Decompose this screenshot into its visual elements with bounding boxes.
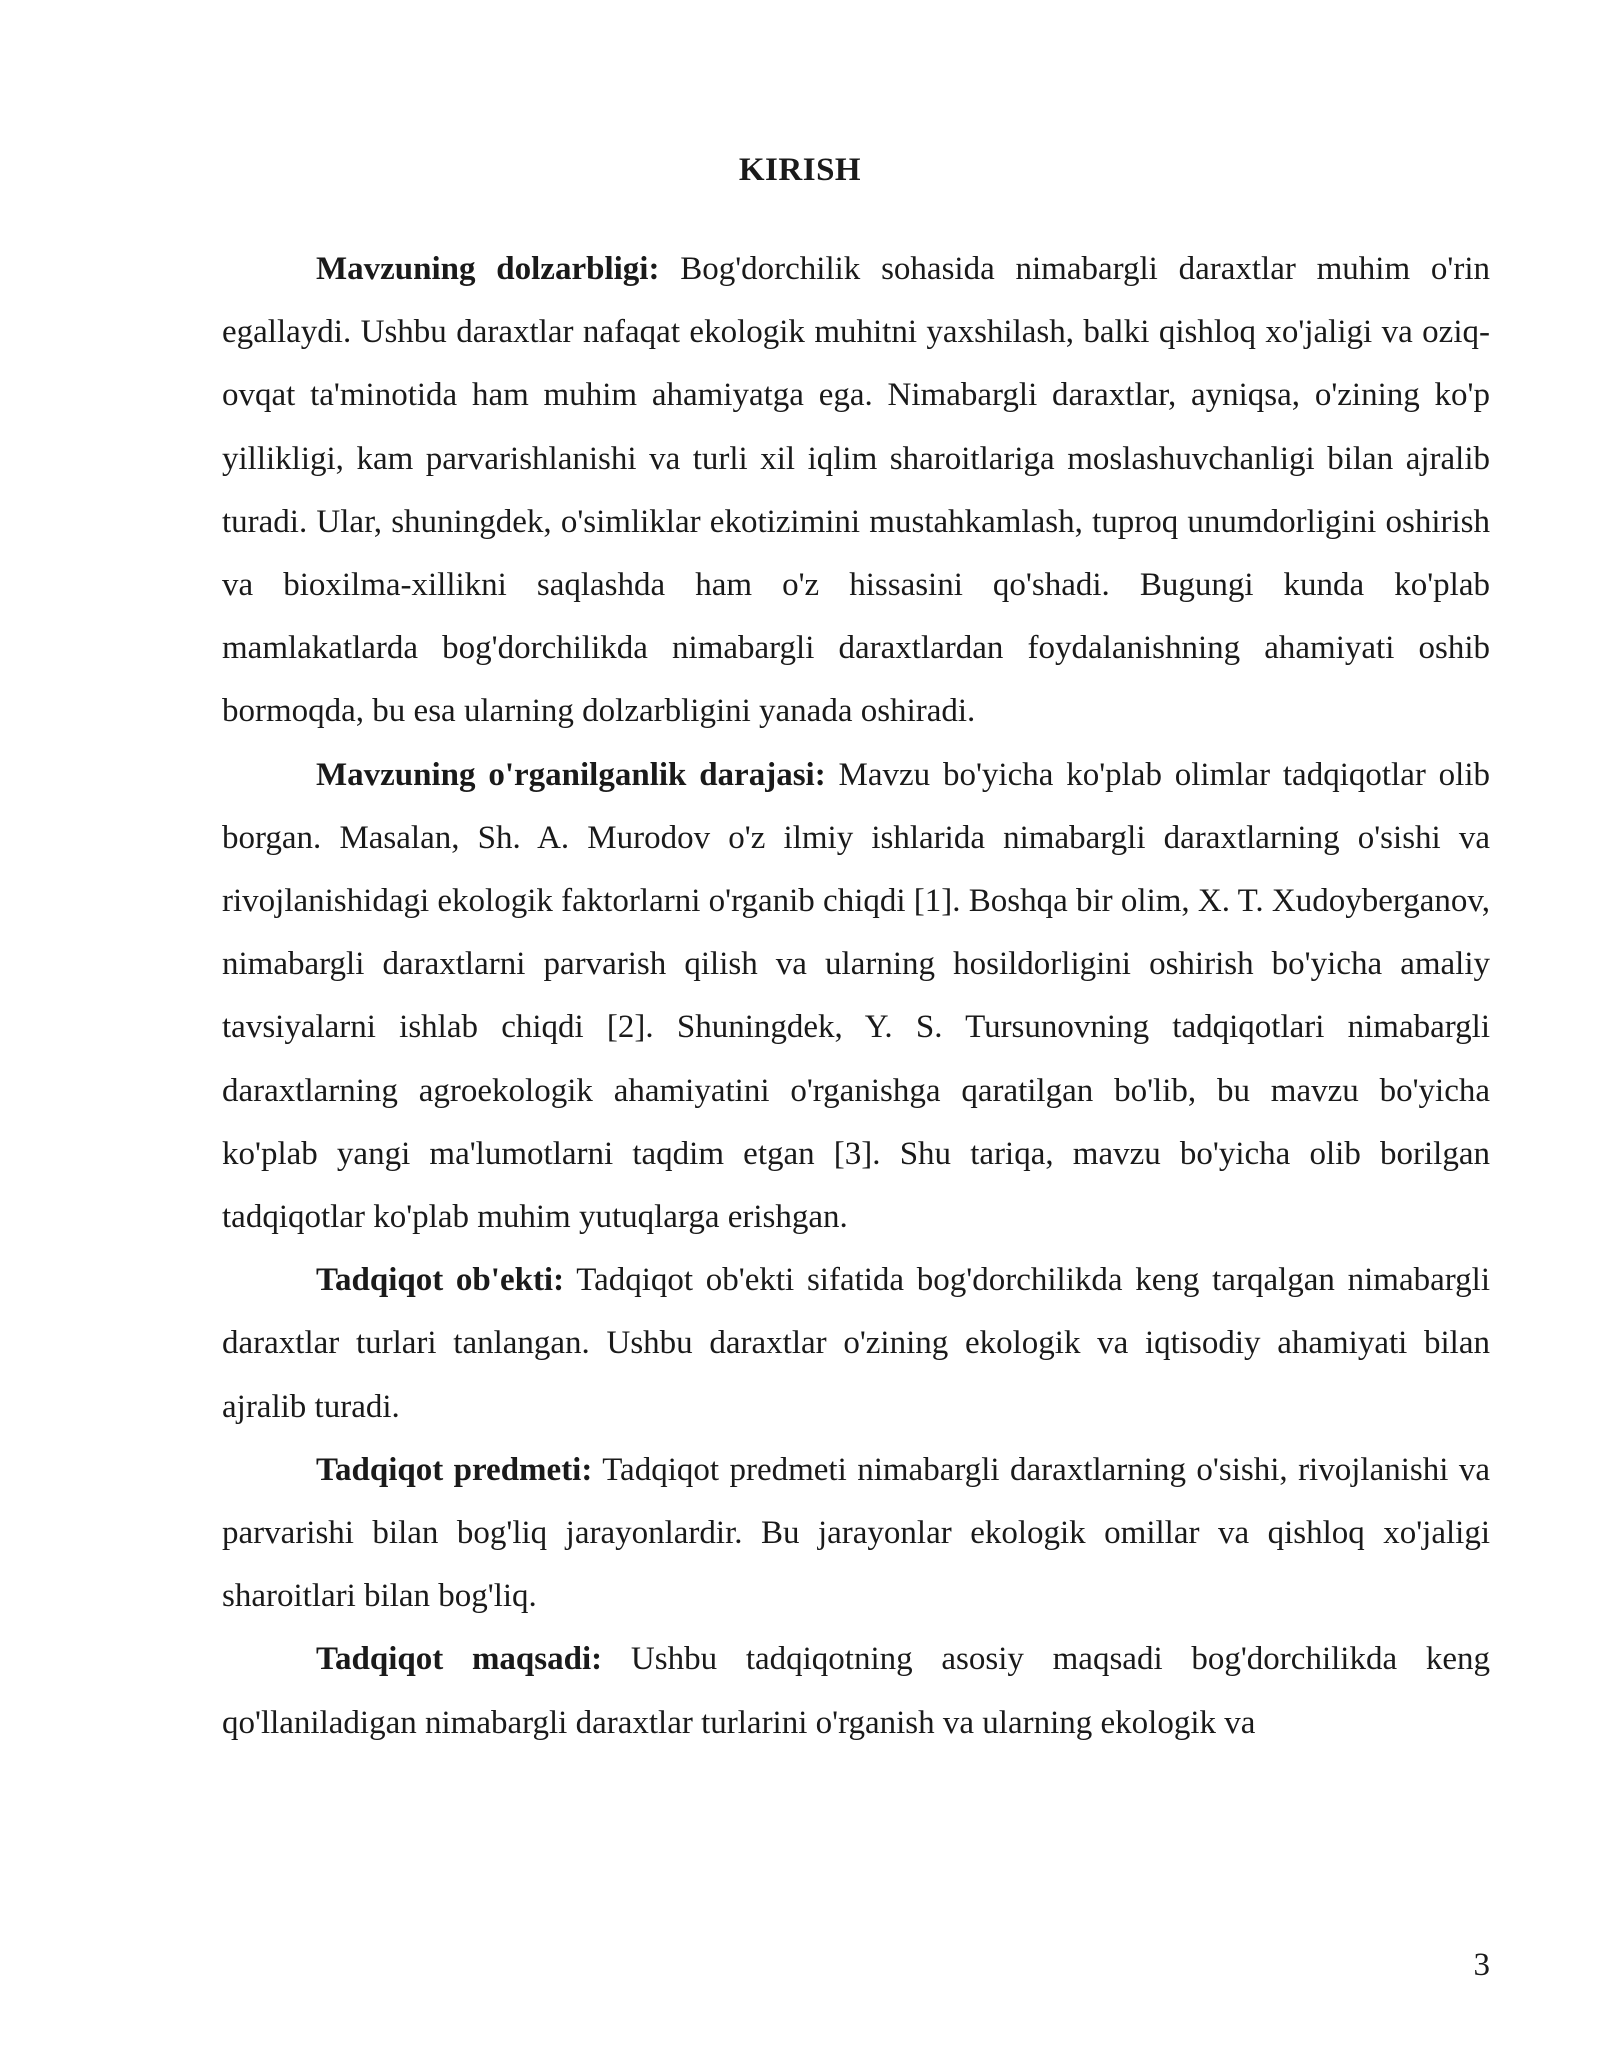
paragraph-relevance xyxy=(222,238,1490,744)
paragraph-text: Bog'dorchilik sohasida nimabargli daraxtlar muhim o'rin egallaydi. Ushbu daraxtlar nafaqat ekologik muhitni yaxshilash, balki qishloq xo'jaligi va oziq-ovqat ta'minotida ham muhim ahamiyatga ega. Nimabargli daraxtlar, ayniqsa, o'zining ko'p yillikligi, kam parvarishlanishi va turli xil iqlim sharoitlariga moslashuvchanligi bilan ajralib turadi. Ular, shuningdek, o'simliklar ekotizimini mustahkamlash, tuproq unumdorligini oshirish va bioxilma-xillikni saqlashda ham o'z hissasini qo'shadi. Bugungi kunda ko'plab mamlakatlarda bog'dorchilikda nimabargli daraxtlardan foydalanishning ahamiyati oshib bormoqda, bu esa ularning dolzarbligini yanada oshiradi. xyxy=(222,251,1490,730)
paragraph-text: Mavzu bo'yicha ko'plab olimlar tadqiqotlar olib borgan. Masalan, Sh. A. Murodov o'z ilmiy ishlarida nimabargli daraxtlarning o'sishi va rivojlanishidagi ekologik faktorlarni o'rganib chiqdi [1]. Boshqa bir olim, X. T. Xudoyberganov, nimabargli daraxtlarni parvarish qilish va ularning hosildorligini oshirish bo'yicha amaliy tavsiyalarni ishlab chiqdi [2]. Shuningdek, Y. S. Tursunovning tadqiqotlari nimabargli daraxtlarning agroekologik ahamiyatini o'rganishga qaratilgan bo'lib, bu mavzu bo'yicha ko'plab yangi ma'lumotlarni taqdim etgan [3]. Shu tariqa, mavzu bo'yicha olib borilgan tadqiqotlar ko'plab muhim yutuqlarga erishgan. xyxy=(222,756,1490,1236)
document-body xyxy=(222,238,1490,1755)
paragraph-text: Tadqiqot ob'ekti sifatida bog'dorchilikda keng tarqalgan nimabargli daraxtlar turlari tanlangan. Ushbu daraxtlar o'zining ekologik va iqtisodiy ahamiyati bilan ajralib turadi. xyxy=(222,1262,1490,1425)
paragraph-lead: Mavzuning o'rganilganlik darajasi: xyxy=(316,756,826,793)
paragraph-text: Tadqiqot predmeti nimabargli daraxtlarning o'sishi, rivojlanishi va parvarishi bilan bog'liq jarayonlardir. Bu jarayonlar ekologik omillar va qishloq xo'jaligi sharoitlari bilan bog'liq. xyxy=(222,1451,1490,1615)
page-number: 3 xyxy=(1473,1947,1490,1983)
paragraph-research-object xyxy=(222,1249,1490,1439)
paragraph-lead: Tadqiqot predmeti: xyxy=(316,1451,593,1488)
paragraph-lead: Mavzuning dolzarbligi: xyxy=(316,251,660,287)
paragraph-study-level xyxy=(222,744,1490,1250)
paragraph-lead: Tadqiqot maqsadi: xyxy=(316,1641,603,1678)
paragraph-research-subject xyxy=(222,1439,1490,1629)
paragraph-lead: Tadqiqot ob'ekti: xyxy=(316,1262,565,1299)
page-title: KIRISH xyxy=(738,152,862,188)
paragraph-research-goal xyxy=(222,1628,1490,1754)
paragraph-text: Ushbu tadqiqotning asosiy maqsadi bog'dorchilikda keng qo'llaniladigan nimabargli daraxtlar turlarini o'rganish va ularning ekologik va xyxy=(222,1641,1490,1741)
